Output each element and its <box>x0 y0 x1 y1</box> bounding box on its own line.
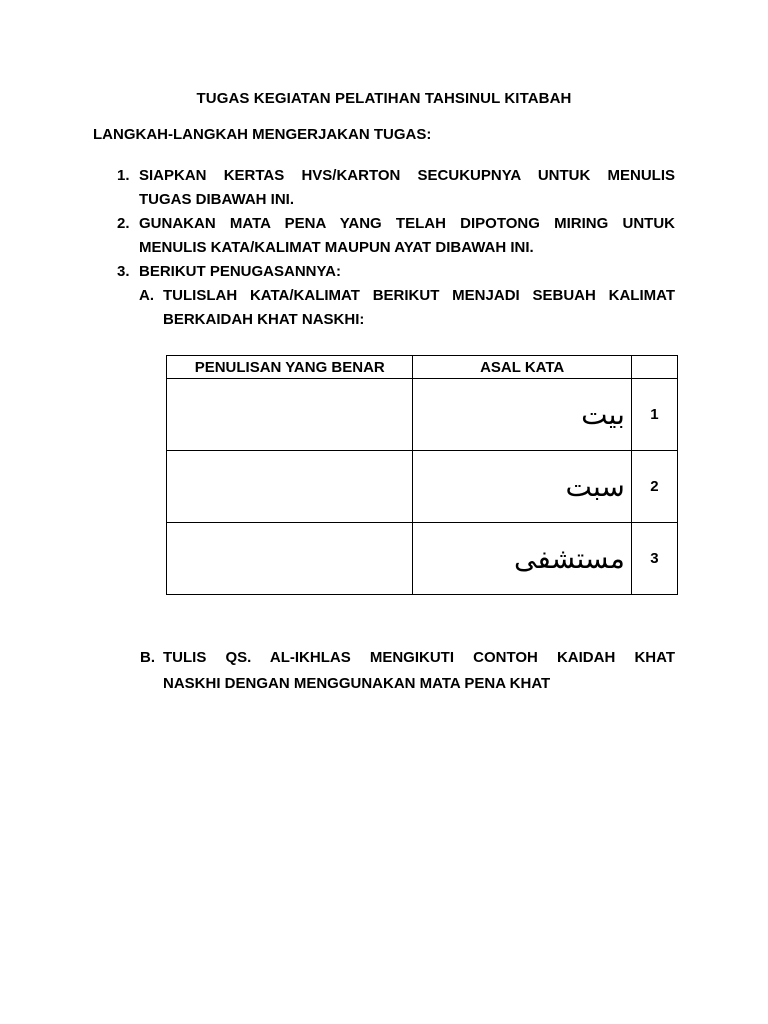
writing-cell <box>167 379 413 451</box>
row-number-cell: 2 <box>631 451 677 523</box>
origin-word-cell: بيت <box>413 379 631 451</box>
part-a <box>139 284 675 332</box>
row-number-cell: 1 <box>631 379 677 451</box>
row-number-cell: 3 <box>631 523 677 595</box>
writing-cell <box>167 451 413 523</box>
table-row <box>167 523 678 595</box>
origin-word-cell: سبت <box>413 451 631 523</box>
header-correct-writing: PENULISAN YANG BENAR <box>167 356 413 379</box>
part-a-text-line: BERKAIDAH KHAT NASKHI: <box>163 311 365 328</box>
step-number: 2. <box>117 215 130 232</box>
part-a-label: A. <box>139 287 154 304</box>
step-text-line: GUNAKAN MATA PENA YANG TELAH DIPOTONG MIRING UNTUK <box>139 215 675 232</box>
part-b-label: B. <box>140 649 155 666</box>
steps-heading: LANGKAH-LANGKAH MENGERJAKAN TUGAS: <box>93 126 432 143</box>
step-number: 1. <box>117 167 130 184</box>
header-number <box>631 356 677 379</box>
header-origin-word: ASAL KATA <box>413 356 631 379</box>
step-1 <box>117 164 675 212</box>
exercise-table <box>166 355 678 595</box>
step-2 <box>117 212 675 260</box>
writing-cell <box>167 523 413 595</box>
step-3 <box>117 260 675 284</box>
origin-word-cell: مستشفى <box>413 523 631 595</box>
part-b <box>140 645 675 697</box>
table-row <box>167 379 678 451</box>
step-text-line: SIAPKAN KERTAS HVS/KARTON SECUKUPNYA UNTUK MENULIS <box>139 167 675 184</box>
table-row <box>167 451 678 523</box>
part-b-text-line: NASKHI DENGAN MENGGUNAKAN MATA PENA KHAT <box>163 675 551 692</box>
step-text-line: TUGAS DIBAWAH INI. <box>139 191 295 208</box>
step-text-line: BERIKUT PENUGASANNYA: <box>139 263 341 280</box>
step-text-line: MENULIS KATA/KALIMAT MAUPUN AYAT DIBAWAH INI. <box>139 239 534 256</box>
table-header-row <box>167 356 678 379</box>
document-title: TUGAS KEGIATAN PELATIHAN TAHSINUL KITABAH <box>196 90 572 107</box>
step-number: 3. <box>117 263 130 280</box>
steps-list <box>117 164 675 332</box>
part-b-text-line: TULIS QS. AL-IKHLAS MENGIKUTI CONTOH KAIDAH KHAT <box>163 649 675 666</box>
part-a-text-line: TULISLAH KATA/KALIMAT BERIKUT MENJADI SEBUAH KALIMAT <box>163 287 675 304</box>
